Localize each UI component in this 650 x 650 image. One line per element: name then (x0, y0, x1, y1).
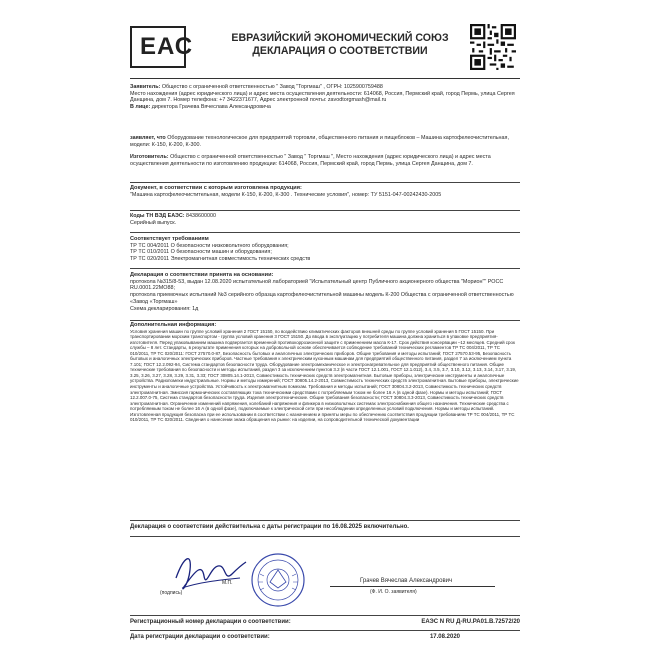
header-divider (130, 78, 520, 79)
requirement-item: ТР ТС 010/2011 О безопасности машин и оборудования; (130, 249, 272, 256)
registration-date-row: Дата регистрации декларации о соответствии: 17.08.2020 (130, 634, 460, 640)
eac-logo: ЕАС (130, 26, 186, 68)
divider-3 (130, 232, 520, 233)
requirement-item: ТР ТС 004/2011 О безопасности низковольтного оборудования; (130, 242, 289, 249)
applicant-block: Заявитель: Общество с ограниченной ответственностью " Завод "Торгмаш" , ОГРН: 1025900759488 Место нахождения (адрес юридического лица) и адрес места осуществления деятельности: 614068, Россия, Пермский край, город Пермь, улица Сергея Данщина, дом 7. Номер телефона: +7 3422371677, Адрес электронной почты: zavodtorgmash@mail.ru В лице: директора Грачева Вячеслава Александровича (130, 84, 515, 111)
document-block: Документ, в соответствии с которым изготовлена продукция: "Машина картофелеочистительная, модели К-150, К-200, К-300 . Технические условия", номер: ТУ 5151-047-00242430-2005 (130, 185, 442, 198)
divider-5 (130, 320, 520, 321)
requirements-block: Соответствует требованиям ТР ТС 004/2011 О безопасности низковольтного оборудования; ТР ТС 010/2011 О безопасности машин и оборудования; ТР ТС 020/2011 Электромагнитная совместимость технических средств (130, 236, 520, 263)
divider-1 (130, 182, 520, 183)
requirement-item: ТР ТС 020/2011 Электромагнитная совместимость технических средств (130, 256, 311, 263)
divider-2 (130, 210, 520, 211)
signer-underline (330, 586, 495, 587)
company-seal-icon (250, 552, 306, 608)
qr-code-icon (470, 24, 516, 70)
signature-caption: (подпись) (160, 590, 183, 596)
signer-name: Грачев Вячеслав Александрович (360, 578, 453, 584)
divider-9 (130, 630, 520, 631)
signer-caption: (Ф. И. О. заявителя) (370, 589, 417, 595)
divider-8 (130, 615, 520, 616)
registration-date: 17.08.2020 (429, 634, 460, 640)
divider-7 (130, 536, 520, 537)
validity-block: Декларация о соответствии действительна с даты регистрации по 16.08.2025 включительно. (130, 524, 409, 530)
document-title: ЕВРАЗИЙСКИЙ ЭКОНОМИЧЕСКИЙ СОЮЗ ДЕКЛАРАЦИЯ О СООТВЕТСТВИИ (231, 32, 449, 57)
additional-block: Дополнительная информация: Условия хранения машин по группе условий хранения 2 ГОСТ 15150, по воздействию климатических факторов внешней среды по группе условий хранения 5 ГОСТ 15150. При транспортировании морским транспортом - группа условий хранения 3 ГОСТ 15150. До ввода в эксплуатацию у потребителя машина должна храниться в упаковке предприятия-изготовителя. Перед упаковыванием машина подвергается временной противокоррозионной защите с применением масла К-17. Срок действия консервации –12 месяцев. Средний срок службы – 8 лет. Стандарты, в результате применения которых на добровольной основе обеспечивается соблюдение требований технических регламентов ТР ТС 004/2011, ТР ТС 010/2011, ТР ТС 020/2011: ГОСТ 27570.0-87, Безопасность бытовых и аналогичных электрических приборов. Общие требования и методы испытаний; ГОСТ 27570.53-95, Безопасность бытовых и аналогичных электрических приборов. Частные требования к электрическим кухонным машинам для предприятий общественного питания, раздел 7 за исключением пункта 7.101; ГОСТ 12.2.092-94, Система стандартов безопасности труда. Оборудование электромеханическое и электронагревательное для предприятий общественного питания. Общие технические требования по безопасности и методы испытаний, раздел 3 за исключением пунктов 3.2 (в части ГОСТ 12.1.001, ГОСТ 12.1.012), 3.4, 3.5, 3.7, 3.10, 3.12, 3.13, 3.14, 3.17, 3.19, 3.25, 3.26, 3.27, 3.28, 3.29, 3.31, 3.33; ГОСТ 30805.14.1-2013, Совместимость технических средств электромагнитная. Бытовые приборы, электрические инструменты и аналогичные устройства. Радиопомехи индустриальные. Нормы и методы измерений; ГОСТ 30805.14.2-2013, Совместимость технических средств электромагнитная. Бытовые приборы, электрические инструменты и аналогичные устройства. Устойчивость к электромагнитным помехам. Требования и методы испытаний; ГОСТ 30804.3.2-2013, Совместимость технических средств электромагнитная. Эмиссия гармонических составляющих тока техническими средствами с потребляемым током не более 16 А (в одной фазе). Нормы и методы испытаний; ГОСТ 12.2.007.0-75, Система стандартов безопасности труда. Изделия электротехнические. Общие требования безопасности; ГОСТ 30804.3.3-2013, Совместимость технических средств электромагнитная. Ограничение изменений напряжения, колебаний напряжения и фликера в низковольтных системах электроснабжения общего назначения. Технические средства с потребляемым током не более 16 А (в одной фазе), подключаемые к электрической сети при несоблюдении определенных условий подключения. Нормы и методы испытаний. Изготовленная продукция безопасна при ее использовании в соответствии с назначением и приняты меры по обеспечению соответствия продукции требованиям ТР ТС 004/2011, ТР ТС 010/2011, ТР ТС 020/2011. Сведения о нанесении знака обращения на рынке: на изделии, на сопроводительной технической документации (130, 322, 519, 423)
basis-block: Декларация о соответствии принята на основании: протокола №315/8-53, выдан 12.08.2020 испытательной лабораторией "Испытательный центр Публичного акционерного общества "Морион"" РОСС RU.0001.22МО88; протокола приемочных испытаний №3 серийного образца картофелеочистительной машины модель К-200 Общества с ограниченной ответственностью «Завод «Торгмаш» Схема декларирования: 1д (130, 272, 514, 312)
codes-block: Коды ТН ВЭД ЕАЭС: 8438600000 Серийный выпуск. (130, 213, 217, 226)
divider-6 (130, 520, 520, 521)
divider-4 (130, 268, 520, 269)
declares-block: заявляет, что Оборудование технологическое для предприятий торговли, общественного питания и пищеблоков – Машина картофелеочистительная, модели: К-150, К-200, К-300. (130, 135, 509, 148)
signature-area (130, 548, 520, 608)
seal-place-label: М.П. (222, 580, 233, 586)
registration-number-row: Регистрационный номер декларации о соответствии: ЕАЭС N RU Д-RU.PA01.B.72572/20 (130, 619, 520, 625)
registration-number: ЕАЭС N RU Д-RU.PA01.B.72572/20 (421, 619, 520, 625)
manufacturer-block: Изготовитель: Общество с ограниченной ответственностью " Завод " Торгмаш ", Место нахождения (адрес юридического лица) и адрес места осуществления деятельности по изготовлению продукции: 614068, Россия, Пермский край, город Пермь, улица Сергея Данщина, дом 7. (130, 154, 491, 167)
